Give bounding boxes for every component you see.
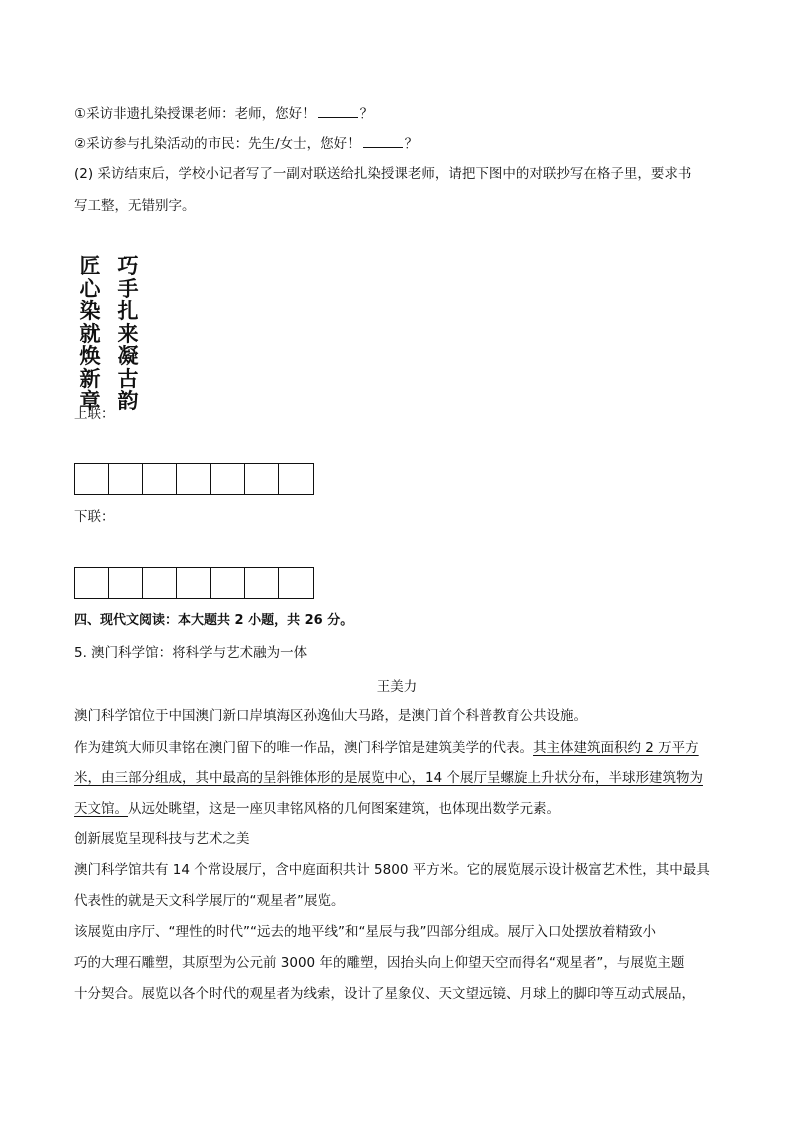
subheading: 创新展览呈现科技与艺术之美 bbox=[74, 831, 250, 847]
paragraph-3-line-1: 澳门科学馆共有 14 个常设展厅，含中庭面积共计 5800 平方米。它的展览展示设计极富艺术性，其中最具 bbox=[74, 862, 710, 878]
upper-couplet-label: 上联： bbox=[74, 406, 115, 422]
paragraph-2-line-2: 米，由三部分组成，其中最高的呈斜锥体形的是展览中心，14 个展厅呈螺旋上升状分布，半球形建筑物为 bbox=[74, 770, 703, 786]
section-heading: 四、现代文阅读：本大题共 2 小题，共 26 分。 bbox=[74, 613, 354, 628]
grid-cell[interactable] bbox=[177, 464, 211, 494]
answer-blank[interactable] bbox=[318, 103, 358, 118]
paragraph-4-line-1: 该展览由序厅、“理性的时代”“远去的地平线”和“星辰与我”四部分组成。展厅入口处摆放着精致小 bbox=[74, 924, 656, 940]
paragraph-3-line-2: 代表性的就是天文科学展厅的“观星者”展览。 bbox=[74, 893, 345, 909]
grid-cell[interactable] bbox=[211, 464, 245, 494]
question-2-line-1: (2) 采访结束后，学校小记者写了一副对联送给扎染授课老师，请把下图中的对联抄写在格子里，要求书 bbox=[74, 166, 692, 182]
couplet-left-column: 匠 心 染 就 焕 新 章 bbox=[79, 253, 101, 413]
grid-cell[interactable] bbox=[109, 464, 143, 494]
paragraph-1: 澳门科学馆位于中国澳门新口岸填海区孙逸仙大马路，是澳门首个科普教育公共设施。 bbox=[74, 708, 587, 724]
paragraph-4-line-3: 十分契合。展览以各个时代的观星者为线索，设计了星象仪、天文望远镜、月球上的脚印等互动式展品， bbox=[74, 986, 695, 1002]
interview-question-teacher: ①采访非遗扎染授课老师：老师，您好！ ？ bbox=[74, 103, 720, 124]
grid-cell[interactable] bbox=[143, 568, 177, 598]
paragraph-4-line-2: 巧的大理石雕塑，其原型为公元前 3000 年的雕塑，因抬头向上仰望天空而得名“观星者”，与展览主题 bbox=[74, 955, 685, 971]
grid-cell[interactable] bbox=[279, 568, 313, 598]
article-title: 5. 澳门科学馆：将科学与艺术融为一体 bbox=[74, 645, 308, 661]
upper-couplet-grid bbox=[74, 463, 314, 495]
lower-couplet-label: 下联： bbox=[74, 509, 115, 525]
answer-blank[interactable] bbox=[363, 133, 403, 148]
grid-cell[interactable] bbox=[211, 568, 245, 598]
question-2-line-2: 写工整，无错别字。 bbox=[74, 198, 196, 214]
grid-cell[interactable] bbox=[75, 568, 109, 598]
grid-cell[interactable] bbox=[279, 464, 313, 494]
interview-question-citizen: ②采访参与扎染活动的市民：先生/女士，您好！ ？ bbox=[74, 133, 720, 154]
grid-cell[interactable] bbox=[143, 464, 177, 494]
grid-cell[interactable] bbox=[245, 568, 279, 598]
couplet-right-column: 巧 手 扎 来 凝 古 韵 bbox=[117, 253, 139, 413]
grid-cell[interactable] bbox=[245, 464, 279, 494]
grid-cell[interactable] bbox=[109, 568, 143, 598]
grid-cell[interactable] bbox=[75, 464, 109, 494]
paragraph-2-line-3: 天文馆。从远处眺望，这是一座贝聿铭风格的几何图案建筑，也体现出数学元素。 bbox=[74, 801, 560, 817]
grid-cell[interactable] bbox=[177, 568, 211, 598]
lower-couplet-grid bbox=[74, 567, 314, 599]
paragraph-2-line-1: 作为建筑大师贝聿铭在澳门留下的唯一作品，澳门科学馆是建筑美学的代表。其主体建筑面积约 2 万平方 bbox=[74, 740, 699, 756]
article-author: 王美力 bbox=[376, 679, 418, 695]
